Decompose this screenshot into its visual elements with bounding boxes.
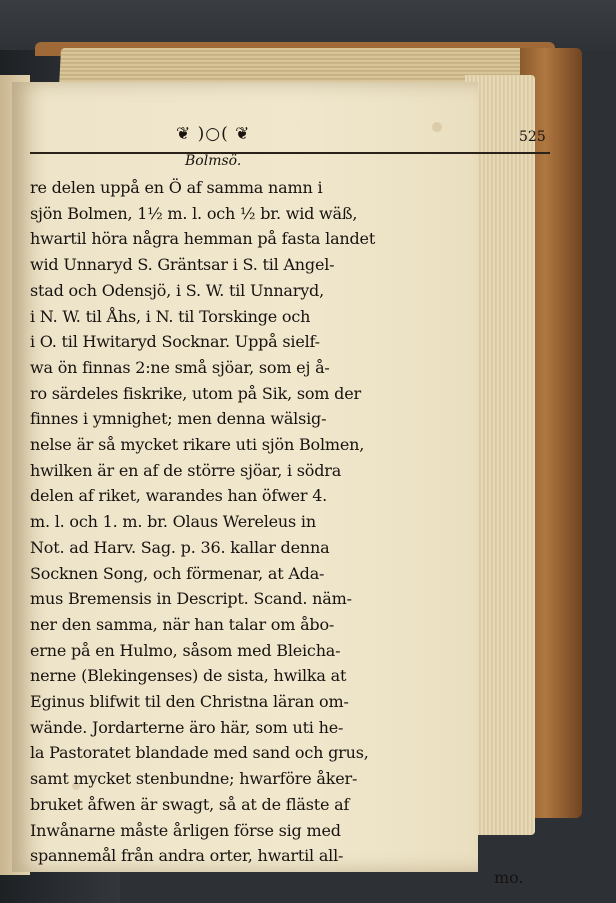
foxing-spot — [432, 122, 442, 132]
text-line: wände. Jordarterne äro här, som uti he- — [30, 717, 344, 737]
text-line: Socknen Song, och förmenar, at Ada- — [30, 563, 325, 583]
text-line: i O. til Hwitaryd Socknar. Uppå sielf- — [30, 332, 320, 352]
text-line: wa ön finnas 2:ne små sjöar, som ej å- — [30, 357, 330, 377]
text-line: samt mycket stenbundne; hwarföre åker- — [30, 769, 358, 789]
text-line: Not. ad Harv. Sag. p. 36. kallar denna — [30, 537, 330, 557]
page-number: 525 — [519, 129, 546, 145]
text-line: re delen uppå en Ö af samma namn i — [30, 178, 323, 197]
text-line: ner den samma, när han talar om åbo- — [30, 614, 335, 634]
text-line: finnes i ymnighet; men denna wälsig- — [30, 409, 327, 429]
text-line: la Pastoratet blandade med sand och grus, — [30, 743, 369, 763]
text-line: delen af riket, warandes han öfwer 4. — [30, 486, 328, 506]
text-line: hwartil höra några hemman på fasta landet — [30, 229, 376, 249]
text-line: bruket åfwen är swagt, så at de fläste af — [30, 794, 350, 814]
catchword: mo. — [494, 868, 524, 887]
text-line: mus Bremensis in Descript. Scand. näm- — [30, 589, 352, 609]
text-line: erne på en Hulmo, såsom med Bleicha- — [30, 640, 341, 660]
running-head: Bolmsö. — [185, 153, 242, 169]
text-line: nelse är så mycket rikare uti sjön Bolmen, — [30, 435, 365, 454]
header-rule — [30, 152, 550, 154]
text-line: Eginus blifwit til den Christna läran om- — [30, 692, 349, 711]
text-line: hwilken är en af de större sjöar, i södra — [30, 460, 342, 480]
text-line: i N. W. til Åhs, i N. til Torskinge och — [30, 306, 311, 326]
text-line: nerne (Blekingenses) de sista, hwilka at — [30, 666, 347, 686]
text-line: spannemål från andra orter, hwartil all- — [30, 846, 344, 866]
text-line: wid Unnaryd S. Gräntsar i S. til Angel- — [30, 255, 335, 275]
header-ornament: ❦ )○( ❦ — [176, 124, 251, 144]
text-line: ro särdeles fiskrike, utom på Sik, som der — [30, 383, 361, 403]
text-line: stad och Odensjö, i S. W. til Unnaryd, — [30, 280, 324, 300]
text-line: Inwånarne måste årligen förse sig med — [30, 820, 341, 840]
text-line: sjön Bolmen, 1½ m. l. och ½ br. wid wäß, — [30, 203, 358, 223]
text-line: m. l. och 1. m. br. Olaus Wereleus in — [30, 512, 316, 532]
